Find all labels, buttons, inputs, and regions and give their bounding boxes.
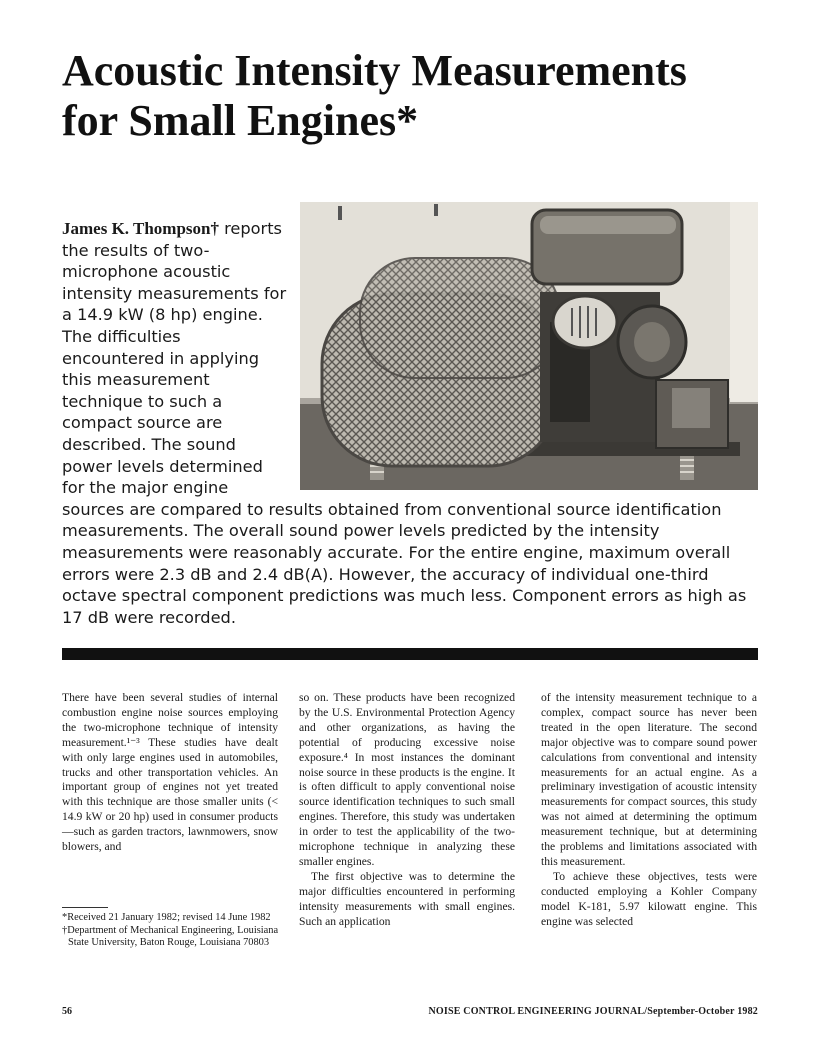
page-number: 56 [62,1006,72,1017]
article-abstract [62,218,762,628]
journal-footer: NOISE CONTROL ENGINEERING JOURNAL/September-October 1982 [428,1006,758,1017]
body-column-3 [541,691,757,930]
paragraph-first-objective: The first objective was to determine the major difficulties encountered in performing intensity measurements with small engines. Such an application [299,869,515,928]
photo-spacer [288,218,762,493]
article-title-line-2: for Small Engines* [62,96,419,145]
paragraph-intro: There have been several studies of internal combustion engine noise sources employing the two-microphone technique of intensity measurement.¹⁻³ These studies have dealt with only large engines used in automobiles, trucks and other transportation vehicles. An important group of engines not yet treated with this technique are those smaller units (< 14.9 kW or 20 hp) used in consumer products—such as garden tractors, lawnmowers, snow blowers, and [62,691,278,854]
section-divider-bar [62,648,758,660]
article-title-line-1: Acoustic Intensity Measurements [62,46,687,95]
footnote-affiliation: †Department of Mechanical Engineering, Louisiana State University, Baton Rouge, Louisiana 70803 [62,924,279,949]
footnote-rule [62,907,108,908]
paragraph-second-objective: of the intensity measurement technique to a complex, compact source has never been treated in the open literature. The second major objective was to compare sound power calculations from conventional and intensity measurements for an actual engine. As a preliminary investigation of acoustic intensity measurements for compact sources, this study was not aimed at determining the optimum measurement technique, but at determining the problems and limitations associated with this measurement. [541,691,757,868]
body-column-2 [299,691,515,930]
footnote-received: *Received 21 January 1982; revised 14 June 1982 [62,912,271,923]
abstract-text: reports the results of two-microphone acoustic intensity measurements for a 14.9 kW (8 hp) engine. The difficulties encountered in applying this measurement technique to such a compact source are described. The sound power levels determined for the major engine sources are compared to results obtained from conventional source identification measurements. The overall sound power levels predicted by the intensity measurements were reasonably accurate. For the entire engine, maximum overall errors were 2.3 dB and 2.4 dB(A). However, the accuracy of individual one-third octave spectral component predictions was much less. Component errors as high as 17 dB were recorded. [62,219,747,627]
footnotes [62,912,282,950]
author-name: James K. Thompson† [62,219,219,238]
paragraph-tests: To achieve these objectives, tests were conducted employing a Kohler Company model K-181, 5.97 kilowatt engine. This engine was selected [541,869,757,928]
paragraph-products: so on. These products have been recognized by the U.S. Environmental Protection Agency and other organizations, as having the potential of producing excessive noise exposure.⁴ In most instances the dominant noise source in these products is the engine. It is often difficult to apply conventional noise source identification techniques to such small engines. Therefore, this study was undertaken in order to test the applicability of the two-microphone technique in analyzing these smaller engines. [299,691,515,868]
article-title [62,46,782,146]
body-column-1 [62,691,278,855]
